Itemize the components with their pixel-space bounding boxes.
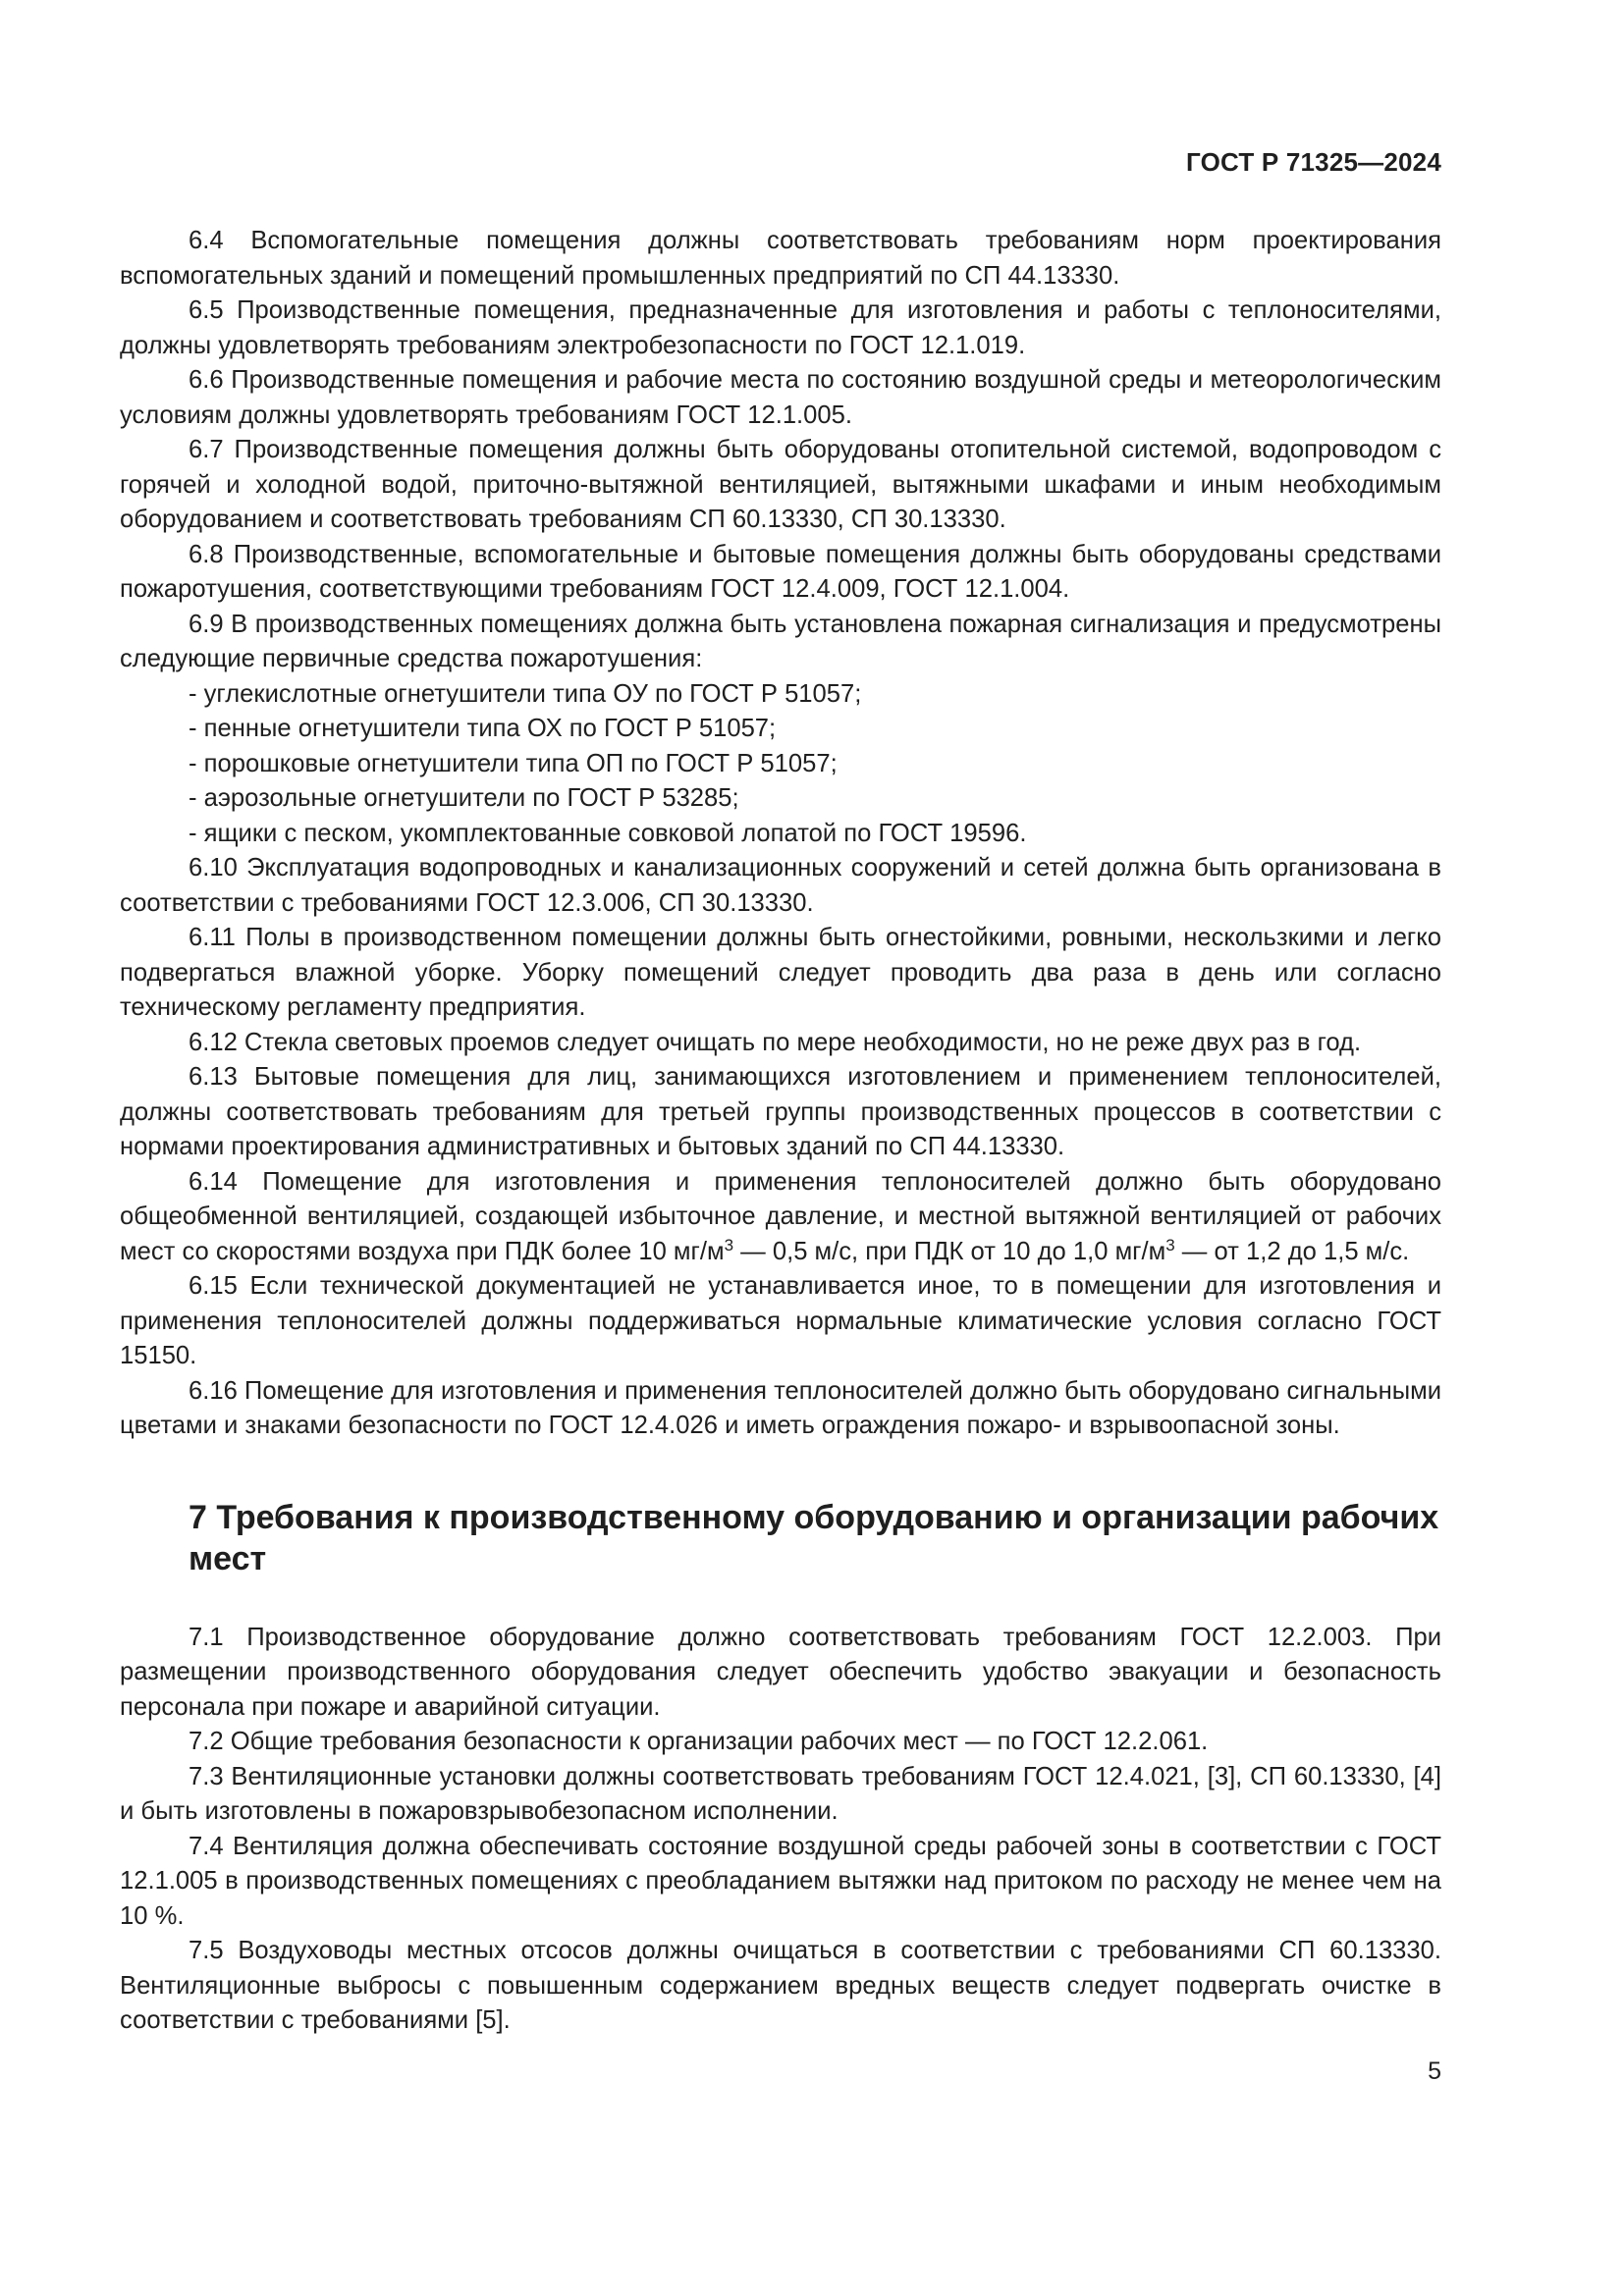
paragraph-7-2: 7.2 Общие требования безопасности к организации рабочих мест — по ГОСТ 12.2.061. [189,1728,1209,1755]
paragraph-6-12: 6.12 Стекла световых проемов следует очищать по мере необходимости, но не реже двух раз в год. [189,1028,1362,1056]
paragraph-6-11: 6.11 Полы в производственном помещении должны быть огнестойкими, ровными, нескользкими и легко подвергаться влажной уборке. Уборку помещений следует проводить два раза в день или согласно техническому регламенту предприятия. [120,924,1441,1021]
paragraph-6-16: 6.16 Помещение для изготовления и применения теплоносителей должно быть оборудовано сигнальными цветами и знаками безопасности по ГОСТ 12.4.026 и иметь ограждения пожаро- и взрывоопасной зоны. [120,1376,1442,1439]
superscript-3: 3 [724,1235,734,1255]
document-page [120,0,1441,2296]
paragraph-7-1: 7.1 Производственное оборудование должно соответствовать требованиям ГОСТ 12.2.003. При размещении производственного оборудования следует обеспечить удобство эвакуации и безопасность персонала при пожаре и аварийной ситуации. [120,1623,1441,1721]
paragraph-6-8: 6.8 Производственные, вспомогательные и бытовые помещения должны быть оборудованы средствами пожаротушения, соответствующими требованиям ГОСТ 12.4.009, ГОСТ 12.1.004. [120,540,1441,603]
list-item-sand-boxes: - ящики с песком, укомплектованные совковой лопатой по ГОСТ 19596. [189,819,1027,847]
paragraph-6-14-part1: 6.14 Помещение для изготовления и применения теплоносителей должно быть оборудовано общеобменной вентиляцией, создающей избыточное давление, и местной вытяжной вентиляцией от рабочих мест со скоростями воздуха при ПДК более 10 мг/м [120,1167,1441,1265]
paragraph-7-5: 7.5 Воздуховоды местных отсосов должны очищаться в соответствии с требованиями СП 60.13330. Вентиляционные выбросы с повышенным содержанием вредных веществ следует подвергать очистке в соответствии с требованиями [5]. [120,1937,1441,2034]
paragraph-6-13: 6.13 Бытовые помещения для лиц, занимающихся изготовлением и применением теплоносителей, должны соответствовать требованиям для третьей группы производственных процессов в соответствии с нормами проектирования административных и бытовых зданий по СП 44.13330. [120,1063,1441,1160]
paragraph-6-5: 6.5 Производственные помещения, предназначенные для изготовления и работы с теплоносителями, должны удовлетворять требованиям электробезопасности по ГОСТ 12.1.019. [120,296,1441,359]
paragraph-6-7: 6.7 Производственные помещения должны быть оборудованы отопительной системой, водопроводом с горячей и холодной водой, приточно-вытяжной вентиляцией, вытяжными шкафами и иным необходимым оборудованием и соответствовать требованиям СП 60.13330, СП 30.13330. [120,436,1441,533]
list-item-aerosol-extinguishers: - аэрозольные огнетушители по ГОСТ Р 53285; [189,784,739,812]
paragraph-7-3: 7.3 Вентиляционные установки должны соответствовать требованиям ГОСТ 12.4.021, [3], СП 60.13330, [4] и быть изготовлены в пожаровзрывобезопасном исполнении. [120,1762,1441,1825]
paragraph-6-14-part3: — от 1,2 до 1,5 м/с. [1174,1237,1410,1265]
paragraph-6-14 [120,1165,1441,1270]
document-code-header: ГОСТ Р 71325—2024 [1186,147,1441,177]
list-item-foam-extinguishers: - пенные огнетушители типа ОХ по ГОСТ Р 51057; [189,715,777,742]
section-7-heading: 7 Требования к производственному оборудованию и организации рабочих мест [189,1498,1439,1577]
paragraph-6-14-part2: — 0,5 м/с, при ПДК от 10 до 1,0 мг/м [733,1237,1166,1265]
list-item-co2-extinguishers: - углекислотные огнетушители типа ОУ по ГОСТ Р 51057; [189,679,862,708]
document-body [120,224,1441,2039]
paragraph-6-4: 6.4 Вспомогательные помещения должны соответствовать требованиям норм проектирования вспомогательных зданий и помещений промышленных предприятий по СП 44.13330. [120,227,1441,290]
paragraph-6-15: 6.15 Если технической документацией не устанавливается иное, то в помещении для изготовления и применения теплоносителей должны поддерживаться нормальные климатические условия согласно ГОСТ 15150. [120,1272,1441,1369]
list-item-powder-extinguishers: - порошковые огнетушители типа ОП по ГОСТ Р 51057; [189,749,838,777]
paragraph-6-10: 6.10 Эксплуатация водопроводных и канализационных сооружений и сетей должна быть организована в соответствии с требованиями ГОСТ 12.3.006, СП 30.13330. [120,854,1441,917]
superscript-3: 3 [1165,1235,1175,1255]
paragraph-6-9: 6.9 В производственных помещениях должна быть установлена пожарная сигнализация и предусмотрены следующие первичные средства пожаротушения: [120,610,1441,672]
paragraph-7-4: 7.4 Вентиляция должна обеспечивать состояние воздушной среды рабочей зоны в соответствии с ГОСТ 12.1.005 в производственных помещениях с преобладанием вытяжки над притоком по расходу не менее чем на 10 %. [120,1832,1441,1930]
paragraph-6-6: 6.6 Производственные помещения и рабочие места по состоянию воздушной среды и метеорологическим условиям должны удовлетворять требованиям ГОСТ 12.1.005. [120,366,1441,429]
page-number: 5 [1428,2057,1441,2085]
